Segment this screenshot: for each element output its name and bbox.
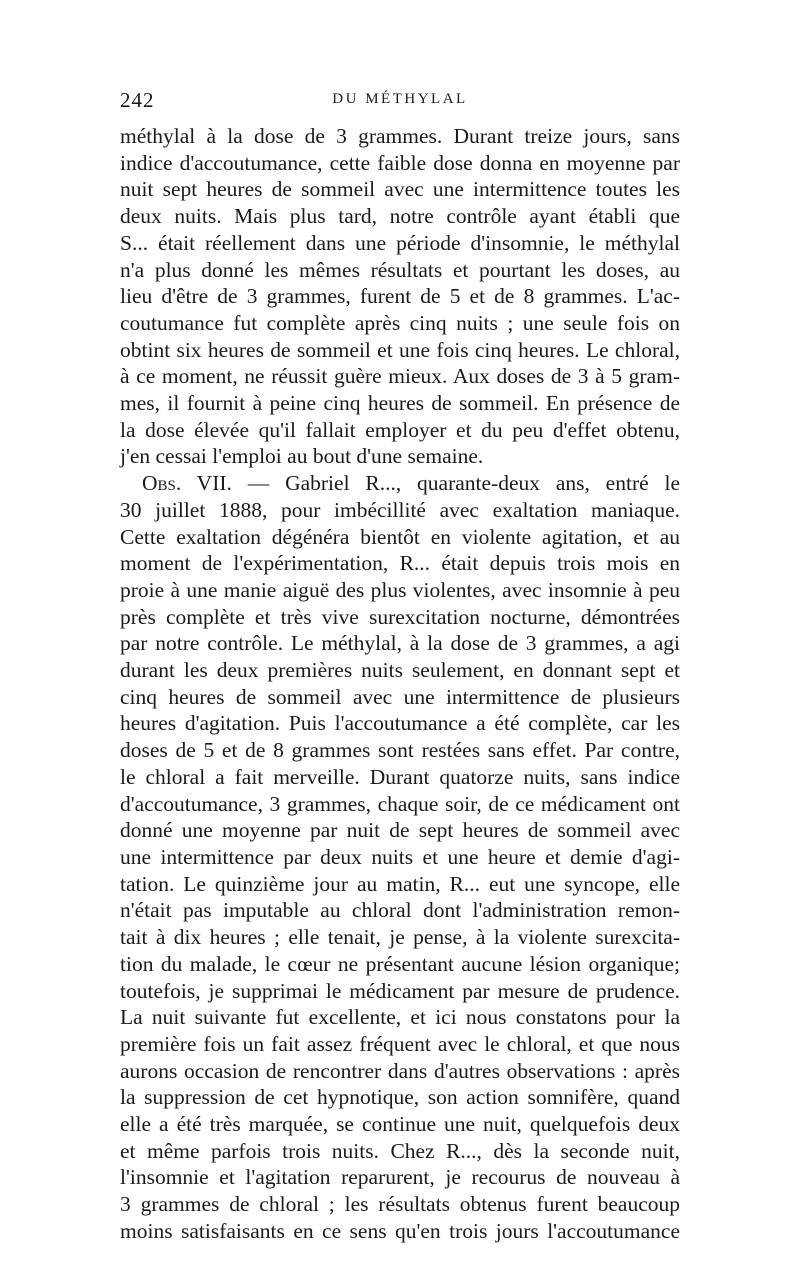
text-line: aurons occasion de rencontrer dans d'autres observations : après	[120, 1058, 680, 1083]
text-line: n'a plus donné les mêmes résultats et pourtant les doses, au	[120, 257, 680, 282]
text-line: nuit sept heures de sommeil avec une intermittence toutes les	[120, 177, 680, 202]
text-line: tation. Le quinzième jour au matin, R... eut une syncope, elle	[120, 871, 680, 896]
text-line: n'était pas imputable au chloral dont l'administration remon-	[120, 898, 680, 923]
text-line: durant les deux premières nuits seulement, en donnant sept et	[120, 658, 680, 683]
observation-label: Obs. VII.	[142, 471, 232, 496]
page-number: 242	[120, 88, 155, 112]
text-line: obtint six heures de sommeil et une fois cinq heures. Le chloral,	[120, 337, 680, 362]
running-title: DU MÉTHYLAL	[332, 91, 468, 107]
text-line: mes, il fournit à peine cinq heures de sommeil. En présence de	[120, 391, 680, 416]
text-line: coutumance fut complète après cinq nuits ; une seule fois on	[120, 310, 680, 335]
text-line: l'insomnie et l'agitation reparurent, je recourus de nouveau à	[120, 1165, 680, 1190]
text-line: donné une moyenne par nuit de sept heures de sommeil avec	[120, 818, 680, 843]
text-line: première fois un fait assez fréquent avec le chloral, et que nous	[120, 1031, 680, 1056]
text-line: tait à dix heures ; elle tenait, je pense, à la violente surexcita-	[120, 925, 680, 950]
text-line: d'accoutumance, 3 grammes, chaque soir, de ce médicament ont	[120, 791, 680, 816]
text-line: toutefois, je supprimai le médicament par mesure de prudence.	[120, 978, 680, 1003]
text-line: S... était réellement dans une période d'insomnie, le méthylal	[120, 230, 680, 255]
paragraph-1	[120, 123, 680, 470]
text-line: indice d'accoutumance, cette faible dose donna en moyenne par	[120, 150, 680, 175]
page-header	[120, 88, 680, 118]
text-line: j'en cessai l'emploi au bout d'une semaine.	[120, 444, 484, 469]
text-line: lieu d'être de 3 grammes, furent de 5 et de 8 grammes. L'ac-	[120, 284, 680, 309]
text-line: par notre contrôle. Le méthylal, à la dose de 3 grammes, a agi	[120, 631, 680, 656]
text-line: proie à une manie aiguë des plus violentes, avec insomnie à peu	[120, 577, 680, 602]
text-line: la suppression de cet hypnotique, son action somnifère, quand	[120, 1085, 680, 1110]
text-line: Cette exaltation dégénéra bientôt en violente agitation, et au	[120, 524, 680, 549]
text-line: méthylal à la dose de 3 grammes. Durant treize jours, sans	[120, 124, 680, 148]
text-line: à ce moment, ne réussit guère mieux. Aux doses de 3 à 5 gram-	[120, 364, 680, 389]
text-line: tion du malade, le cœur ne présentant aucune lésion organique;	[120, 951, 680, 976]
text-line: 30 juillet 1888, pour imbécillité avec exaltation maniaque.	[120, 497, 680, 522]
text-line: moment de l'expérimentation, R... était depuis trois mois en	[120, 551, 680, 576]
text-line: La nuit suivante fut excellente, et ici nous constatons pour la	[120, 1005, 680, 1030]
text-line: 3 grammes de chloral ; les résultats obtenus furent beaucoup	[120, 1192, 680, 1217]
text-line: moins satisfaisants en ce sens qu'en trois jours l'accoutumance	[120, 1218, 680, 1243]
text-line: la dose élevée qu'il fallait employer et du peu d'effet obtenu,	[120, 417, 680, 442]
text-line: elle a été très marquée, se continue une nuit, quelquefois deux	[120, 1112, 680, 1137]
text-line	[120, 470, 680, 497]
body-text	[120, 123, 680, 1245]
text-line: une intermittence par deux nuits et une heure et demie d'agi-	[120, 844, 680, 869]
text-line: doses de 5 et de 8 grammes sont restées sans effet. Par contre,	[120, 738, 680, 763]
text-line: deux nuits. Mais plus tard, notre contrôle ayant établi que	[120, 204, 680, 229]
text-line: et même parfois trois nuits. Chez R..., dès la seconde nuit,	[120, 1138, 680, 1163]
text-line: cinq heures de sommeil avec une intermittence de plusieurs	[120, 684, 680, 709]
observation-intro: — Gabriel R..., quarante-deux ans, entré le	[231, 471, 680, 496]
paragraph-observation-7	[120, 470, 680, 1244]
text-line: le chloral a fait merveille. Durant quatorze nuits, sans indice	[120, 764, 680, 789]
text-line: heures d'agitation. Puis l'accoutumance a été complète, car les	[120, 711, 680, 736]
text-line: près complète et très vive surexcitation nocturne, démontrées	[120, 604, 680, 629]
